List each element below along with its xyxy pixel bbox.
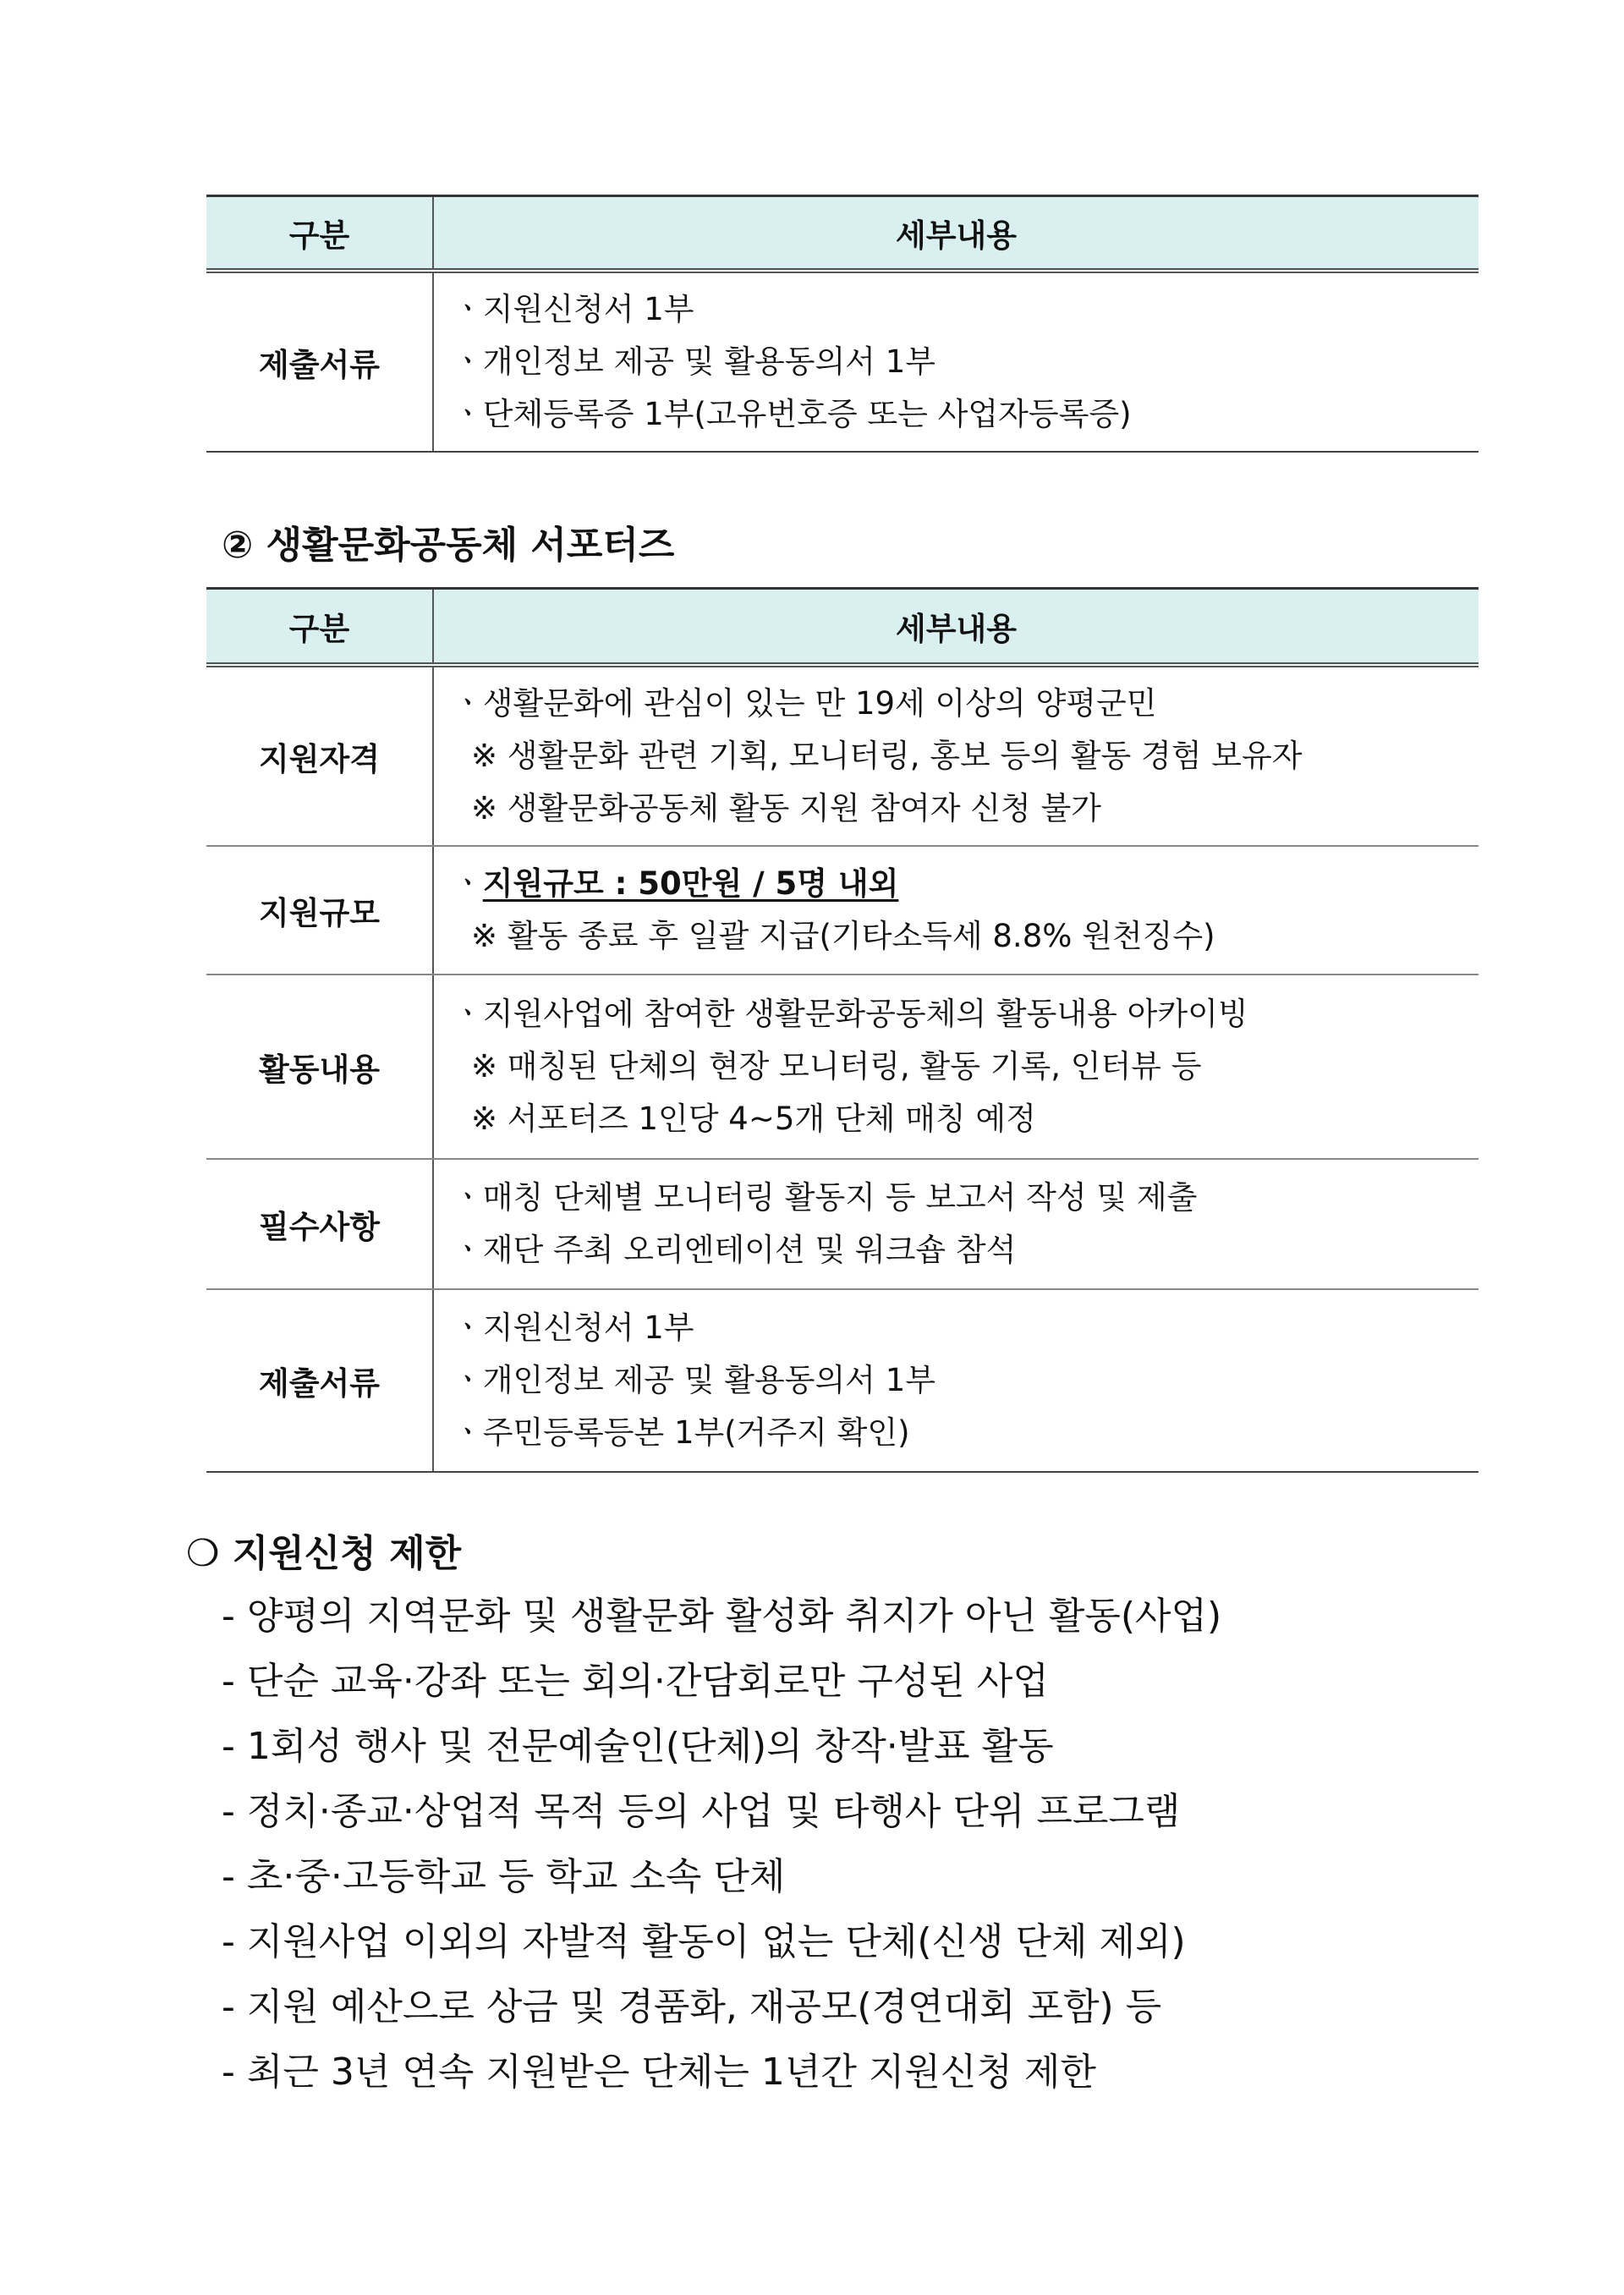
detail-line: ㆍ단체등록증 1부(고유번호증 또는 사업자등록증) [453, 395, 1132, 432]
row-category: 필수사항 [206, 1159, 433, 1289]
emphasized-detail-line [453, 858, 1479, 910]
detail-line: ㆍ개인정보 제공 및 활용동의서 1부 [453, 343, 935, 380]
restrictions-list [222, 1584, 1221, 2105]
bullet-mark: ㆍ [453, 865, 483, 902]
detail-line: ㆍ지원신청서 1부 [453, 290, 694, 327]
table-row [206, 271, 1479, 452]
note-line: ※ 생활문화공동체 활동 지원 참여자 신청 불가 [471, 789, 1101, 826]
submission-documents-table [206, 195, 1479, 453]
row-details [433, 271, 1479, 452]
list-item: - 지원사업 이외의 자발적 활동이 없는 단체(신생 단체 제외) [222, 1920, 1186, 1963]
restrictions-heading: ❍ 지원신청 제한 [186, 1532, 462, 1575]
row-category: 지원자격 [206, 665, 433, 846]
supporters-table [206, 587, 1479, 1473]
list-item: - 단순 교육·강좌 또는 회의·간담회로만 구성된 사업 [222, 1660, 1049, 1703]
details-column-header: 세부내용 [433, 196, 1479, 271]
row-details [433, 1159, 1479, 1289]
note-line: ※ 활동 종료 후 일괄 지급(기타소득세 8.8% 원천징수) [471, 917, 1215, 954]
table-row [206, 1289, 1479, 1472]
list-item: - 지원 예산으로 상금 및 경품화, 재공모(경연대회 포함) 등 [222, 1985, 1162, 2029]
detail-line: ㆍ지원신청서 1부 [453, 1309, 694, 1346]
detail-line: ㆍ지원사업에 참여한 생활문화공동체의 활동내용 아카이빙 [453, 995, 1248, 1032]
table-row [206, 1159, 1479, 1289]
row-category: 지원규모 [206, 846, 433, 975]
list-item: - 최근 3년 연속 지원받은 단체는 1년간 지원신청 제한 [222, 2051, 1096, 2094]
category-column-header: 구분 [206, 196, 433, 271]
table-row [206, 846, 1479, 975]
details-column-header: 세부내용 [433, 589, 1479, 665]
row-category: 제출서류 [206, 271, 433, 452]
detail-line: ㆍ매칭 단체별 모니터링 활동지 등 보고서 작성 및 제출 [453, 1178, 1198, 1216]
detail-line: ㆍ주민등록등본 1부(거주지 확인) [453, 1414, 910, 1451]
list-item: - 양평의 지역문화 및 생활문화 활성화 취지가 아닌 활동(사업) [222, 1595, 1222, 1638]
section-heading: ② 생활문화공동체 서포터즈 [222, 524, 675, 567]
detail-line: ㆍ재단 주최 오리엔테이션 및 워크숍 참석 [453, 1231, 1017, 1268]
note-line: ※ 서포터즈 1인당 4~5개 단체 매칭 예정 [471, 1100, 1036, 1137]
row-category: 활동내용 [206, 975, 433, 1159]
category-column-header: 구분 [206, 589, 433, 665]
detail-line: ㆍ개인정보 제공 및 활용동의서 1부 [453, 1361, 935, 1398]
row-details [433, 975, 1479, 1159]
table-header-row [206, 196, 1479, 271]
row-details [433, 665, 1479, 846]
list-item: - 1회성 행사 및 전문예술인(단체)의 창작·발표 활동 [222, 1725, 1054, 1768]
table-row [206, 665, 1479, 846]
support-scale-text: 지원규모 : 50만원 / 5명 내외 [482, 865, 899, 902]
detail-line: ㆍ생활문화에 관심이 있는 만 19세 이상의 양평군민 [453, 684, 1157, 722]
list-item: - 정치·종교·상업적 목적 등의 사업 및 타행사 단위 프로그램 [222, 1790, 1181, 1833]
note-line: ※ 매칭된 단체의 현장 모니터링, 활동 기록, 인터뷰 등 [471, 1047, 1202, 1084]
row-category: 제출서류 [206, 1289, 433, 1472]
note-line: ※ 생활문화 관련 기획, 모니터링, 홍보 등의 활동 경험 보유자 [471, 737, 1303, 774]
row-details [433, 1289, 1479, 1472]
list-item: - 초·중·고등학교 등 학교 소속 단체 [222, 1855, 786, 1898]
row-details [433, 846, 1479, 975]
table-row [206, 975, 1479, 1159]
table-header-row [206, 589, 1479, 665]
